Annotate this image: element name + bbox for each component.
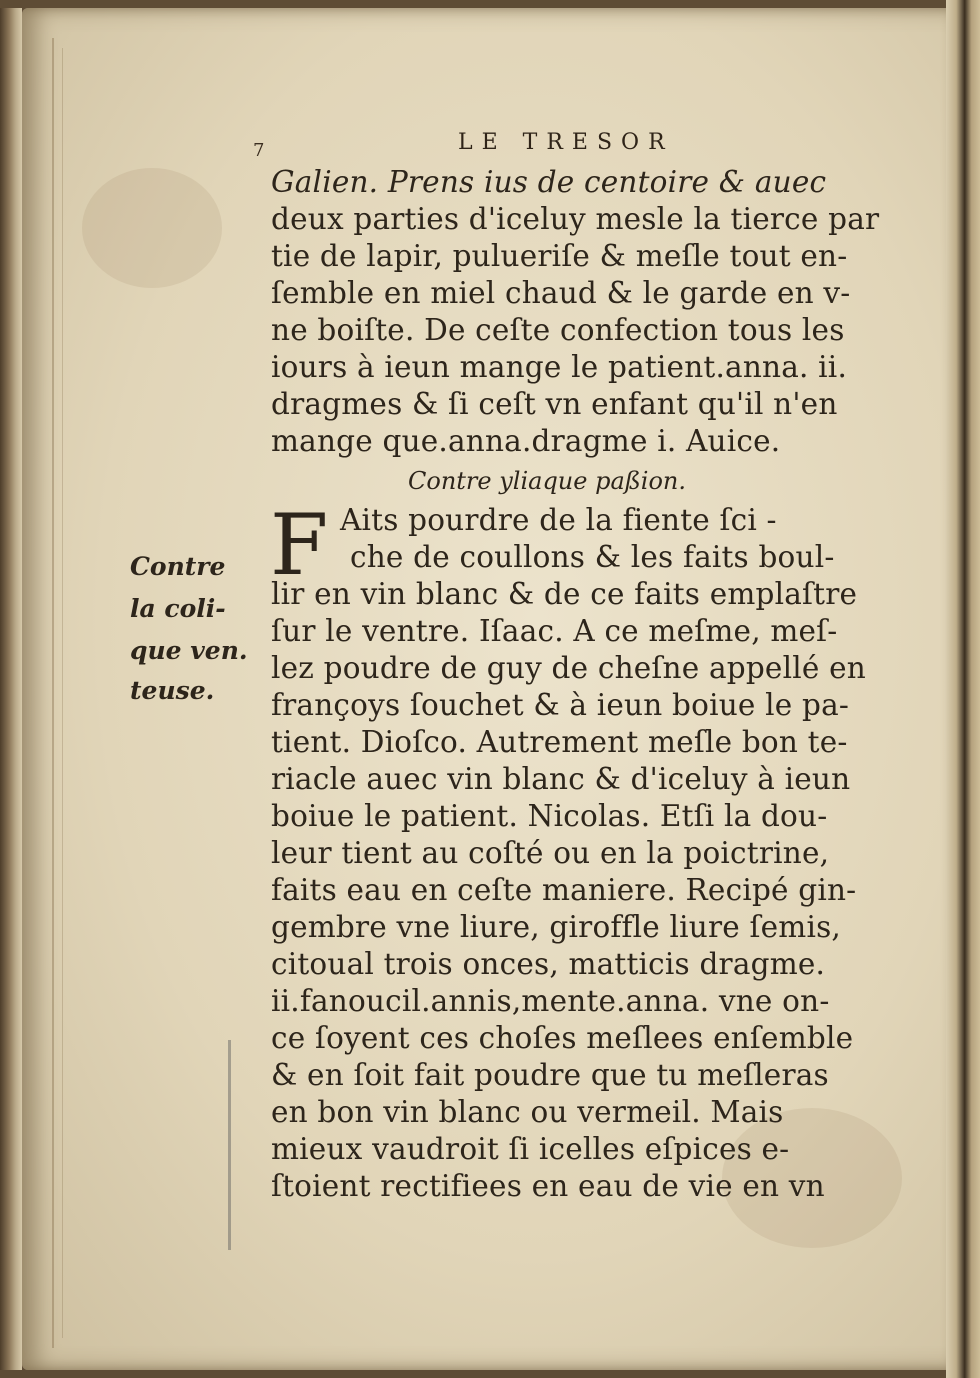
text-line: en bon vin blanc ou vermeil. Mais bbox=[271, 1095, 784, 1129]
text-line: mieux vaudroit ſi icelles eſpices e- bbox=[271, 1132, 790, 1166]
section-heading: Contre yliaque paßion. bbox=[408, 467, 687, 495]
drop-cap: F bbox=[270, 496, 329, 594]
text-line: dragmes & ſi ceſt vn enfant qu'il n'en bbox=[271, 387, 838, 421]
text-line: riacle auec vin blanc & d'iceluy à ieun bbox=[271, 762, 851, 796]
text-line: ſtoient rectifiees en eau de vie en vn bbox=[271, 1169, 825, 1203]
text-line: tient. Dioſco. Autrement meſle bon te- bbox=[271, 725, 848, 759]
text-line: iours à ieun mange le patient.anna. ii. bbox=[271, 350, 848, 384]
text-line: lez poudre de guy de cheſne appellé en bbox=[271, 651, 866, 685]
text-line: ii.fanoucil.annis,mente.anna. vne on- bbox=[271, 984, 830, 1018]
marginal-note-line: la coli- bbox=[130, 594, 226, 623]
text-line: ce ſoyent ces choſes meſlees enſemble bbox=[271, 1021, 854, 1055]
pencil-mark bbox=[228, 1040, 231, 1250]
text-line: ne boiſte. De ceſte confection tous les bbox=[271, 313, 845, 347]
text-line: Galien. Prens ius de centoire & auec bbox=[271, 165, 827, 199]
text-line: & en ſoit fait poudre que tu meſleras bbox=[271, 1058, 829, 1092]
text-line: gembre vne liure, giroffle liure ſemis, bbox=[271, 910, 842, 944]
marginal-note-line: que ven. bbox=[130, 636, 248, 665]
text-line: leur tient au coſté ou en la poictrine, bbox=[271, 836, 830, 870]
paper-stain bbox=[82, 168, 222, 288]
text-line: deux parties d'iceluy mesle la tierce par bbox=[271, 202, 880, 236]
text-line: ſemble en miel chaud & le garde en v- bbox=[271, 276, 851, 310]
text-line: Aits pourdre de la fiente ſci - bbox=[340, 503, 777, 537]
text-line: ſur le ventre. Iſaac. A ce meſme, meſ- bbox=[271, 614, 838, 648]
text-line: faits eau en ceſte maniere. Recipé gin- bbox=[271, 873, 857, 907]
page-edge-line bbox=[62, 48, 63, 1338]
running-title: LE TRESOR bbox=[458, 130, 674, 155]
page-stack-edge bbox=[946, 0, 980, 1378]
text-line: françoys ſouchet & à ieun boiue le pa- bbox=[271, 688, 850, 722]
text-line: che de coullons & les faits boul- bbox=[350, 540, 835, 574]
text-line: tie de lapir, pulueriſe & meſle tout en- bbox=[271, 239, 848, 273]
marginal-note-line: teuse. bbox=[130, 676, 215, 705]
folio-number: 7 bbox=[253, 140, 265, 161]
text-line: lir en vin blanc & de ce faits emplaſtre bbox=[271, 577, 858, 611]
page-gutter bbox=[0, 8, 22, 1370]
text-line: citoual trois onces, matticis dragme. bbox=[271, 947, 826, 981]
text-line: mange que.anna.dragme i. Auice. bbox=[271, 424, 781, 458]
page-edge-line bbox=[52, 38, 54, 1348]
text-line: boiue le patient. Nicolas. Etſi la dou- bbox=[271, 799, 828, 833]
marginal-note-line: Contre bbox=[130, 552, 226, 581]
